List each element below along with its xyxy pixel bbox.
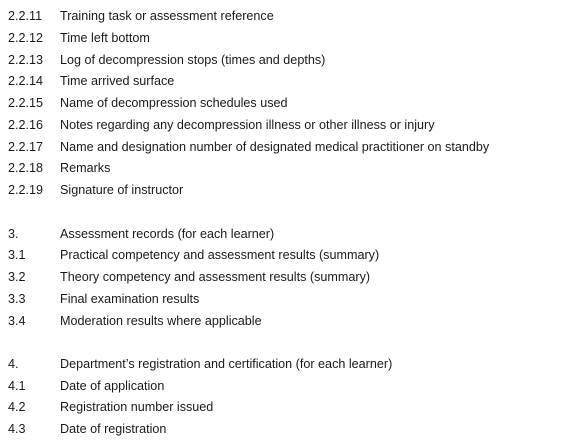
section-title: Department’s registration and certification (for each learner): [60, 357, 393, 371]
item-text: Log of decompression stops (times and depths): [60, 53, 326, 67]
item-number: 3.3: [8, 292, 26, 306]
item-text: Notes regarding any decompression illness or other illness or injury: [60, 118, 435, 132]
item-number: 3.2: [8, 270, 26, 284]
item-number: 3.4: [8, 314, 26, 328]
item-text: Training task or assessment reference: [60, 9, 274, 23]
item-text: Date of application: [60, 379, 165, 393]
item-text: Name and designation number of designated medical practitioner on standby: [60, 140, 490, 154]
item-number: 4.1: [8, 379, 26, 393]
section-number: 4.: [8, 357, 19, 371]
item-text: Final examination results: [60, 292, 200, 306]
item-number: 2.2.18: [8, 161, 44, 175]
item-number: 2.2.19: [8, 183, 44, 197]
item-text: Time left bottom: [60, 31, 150, 45]
item-text: Date of registration: [60, 422, 167, 436]
item-number: 4.3: [8, 422, 26, 436]
item-text: Moderation results where applicable: [60, 314, 262, 328]
item-text: Theory competency and assessment results (summary): [60, 270, 371, 284]
item-number: 4.2: [8, 400, 26, 414]
item-text: Name of decompression schedules used: [60, 96, 288, 110]
section-number: 3.: [8, 227, 19, 241]
item-text: Signature of instructor: [60, 183, 184, 197]
item-number: 2.2.12: [8, 31, 44, 45]
item-number: 2.2.11: [8, 9, 43, 23]
item-number: 3.1: [8, 248, 26, 262]
item-number: 2.2.15: [8, 96, 44, 110]
section-title: Assessment records (for each learner): [60, 227, 275, 241]
item-number: 2.2.17: [8, 140, 44, 154]
item-text: Practical competency and assessment results (summary): [60, 248, 380, 262]
item-number: 2.2.14: [8, 74, 44, 88]
item-text: Registration number issued: [60, 400, 214, 414]
item-number: 2.2.16: [8, 118, 44, 132]
item-text: Time arrived surface: [60, 74, 175, 88]
item-number: 2.2.13: [8, 53, 44, 67]
item-text: Remarks: [60, 161, 111, 175]
